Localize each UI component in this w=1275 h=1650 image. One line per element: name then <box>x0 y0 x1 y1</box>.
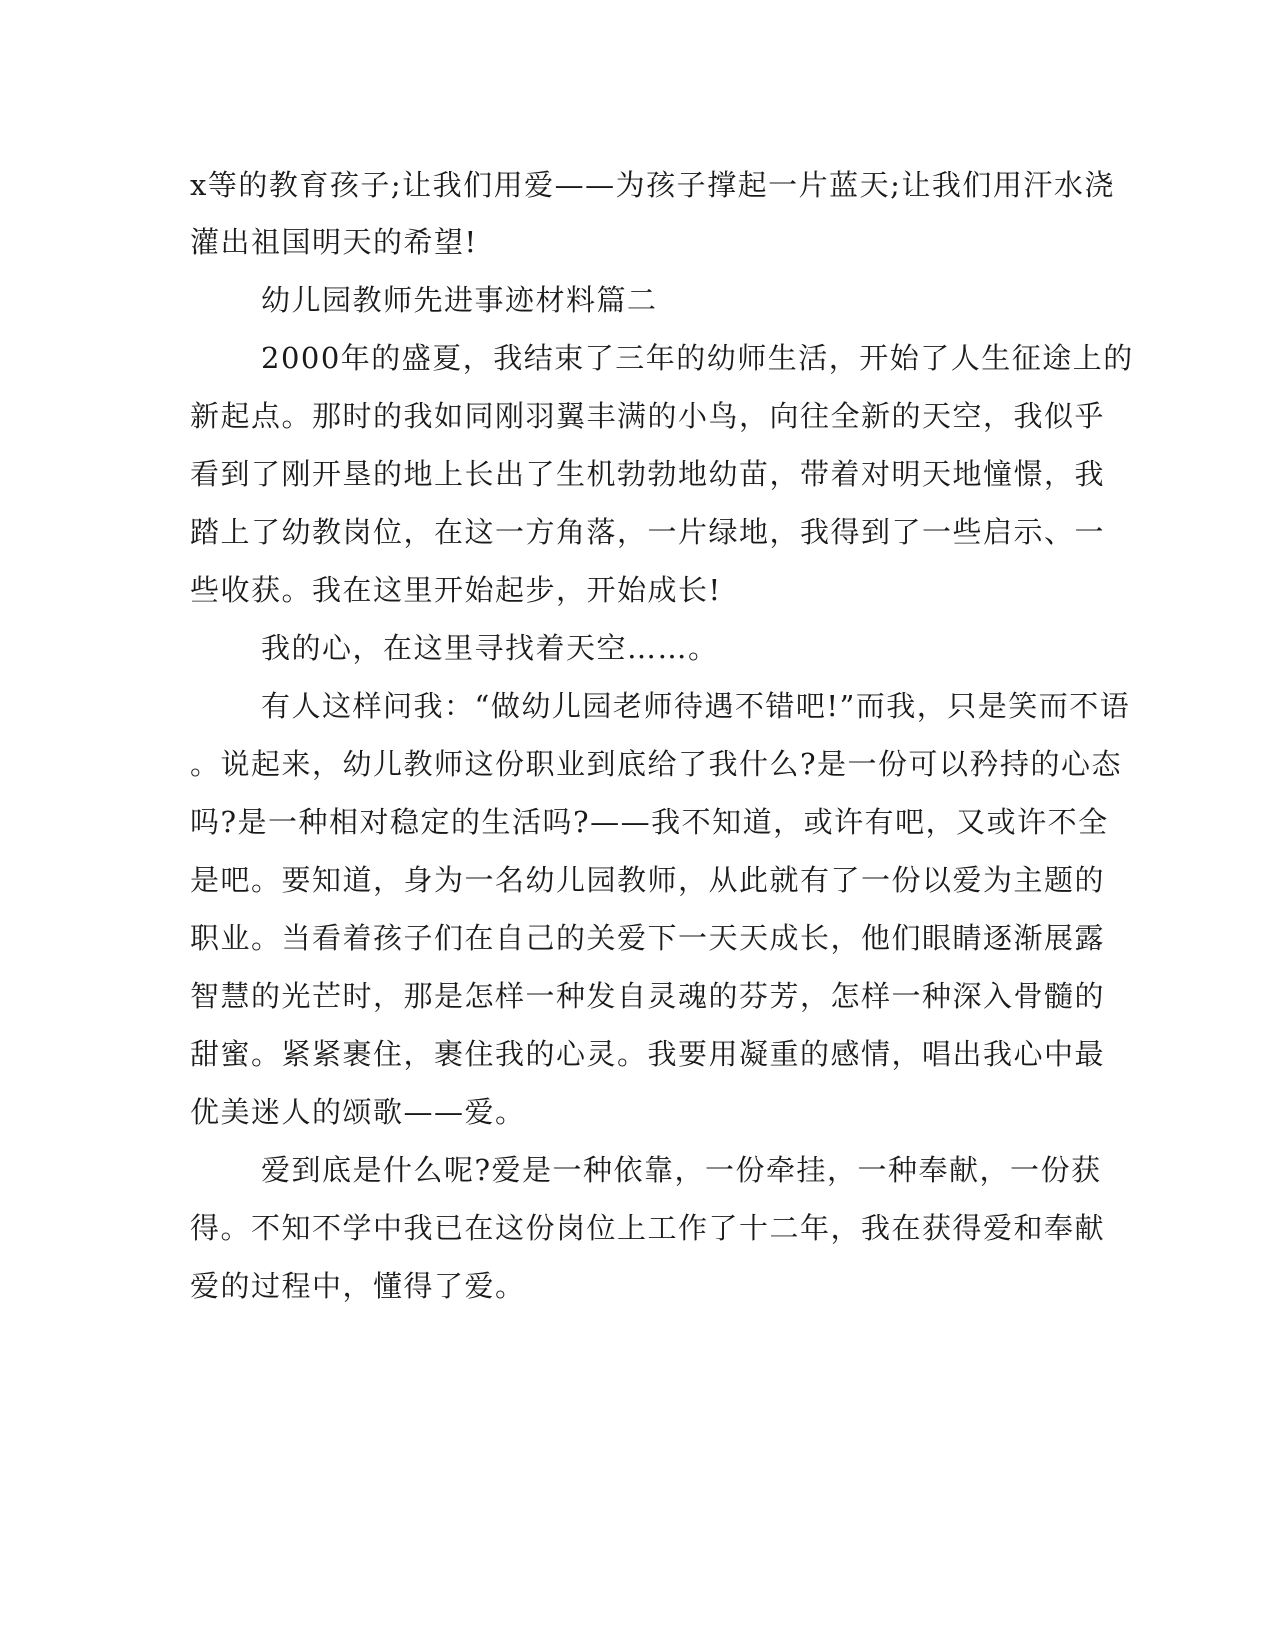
paragraph-line: 优美迷人的颂歌——爱。 <box>190 1095 526 1129</box>
paragraph-line: x等的教育孩子;让我们用爱——为孩子撑起一片蓝天;让我们用汗水浇 <box>190 168 1115 202</box>
paragraph-line: 。说起来，幼儿教师这份职业到底给了我什么?是一份可以矜持的心态 <box>190 747 1123 781</box>
paragraph-line: 些收获。我在这里开始起步，开始成长! <box>190 573 722 607</box>
paragraph-line: 吗?是一种相对稳定的生活吗?——我不知道，或许有吧，又或许不全 <box>190 805 1109 839</box>
paragraph-line: 得。不知不学中我已在这份岗位上工作了十二年，我在获得爱和奉献 <box>190 1211 1106 1245</box>
section-heading: 幼儿园教师先进事迹材料篇二 <box>261 283 658 317</box>
paragraph-line: 爱到底是什么呢?爱是一种依靠，一份牵挂，一种奉献，一份获 <box>261 1153 1102 1187</box>
paragraph-line: 踏上了幼教岗位，在这一方角落，一片绿地，我得到了一些启示、一 <box>190 515 1106 549</box>
paragraph-line: 智慧的光芒时，那是怎样一种发自灵魂的芬芳，怎样一种深入骨髓的 <box>190 979 1106 1013</box>
paragraph-line: 灌出祖国明天的希望! <box>190 225 478 259</box>
paragraph-line: 甜蜜。紧紧裹住，裹住我的心灵。我要用凝重的感情，唱出我心中最 <box>190 1037 1106 1071</box>
paragraph-line: 新起点。那时的我如同刚羽翼丰满的小鸟，向往全新的天空，我似乎 <box>190 399 1106 433</box>
paragraph-line: 2000年的盛夏，我结束了三年的幼师生活，开始了人生征途上的 <box>261 341 1134 375</box>
paragraph-line: 爱的过程中，懂得了爱。 <box>190 1269 526 1303</box>
paragraph-line: 职业。当看着孩子们在自己的关爱下一天天成长，他们眼睛逐渐展露 <box>190 921 1106 955</box>
paragraph-line: 我的心，在这里寻找着天空……。 <box>261 631 719 665</box>
paragraph-line: 看到了刚开垦的地上长出了生机勃勃地幼苗，带着对明天地憧憬，我 <box>190 457 1106 491</box>
paragraph-line: 有人这样问我：“做幼儿园老师待遇不错吧!”而我，只是笑而不语 <box>261 689 1131 723</box>
paragraph-line: 是吧。要知道，身为一名幼儿园教师，从此就有了一份以爱为主题的 <box>190 863 1106 897</box>
